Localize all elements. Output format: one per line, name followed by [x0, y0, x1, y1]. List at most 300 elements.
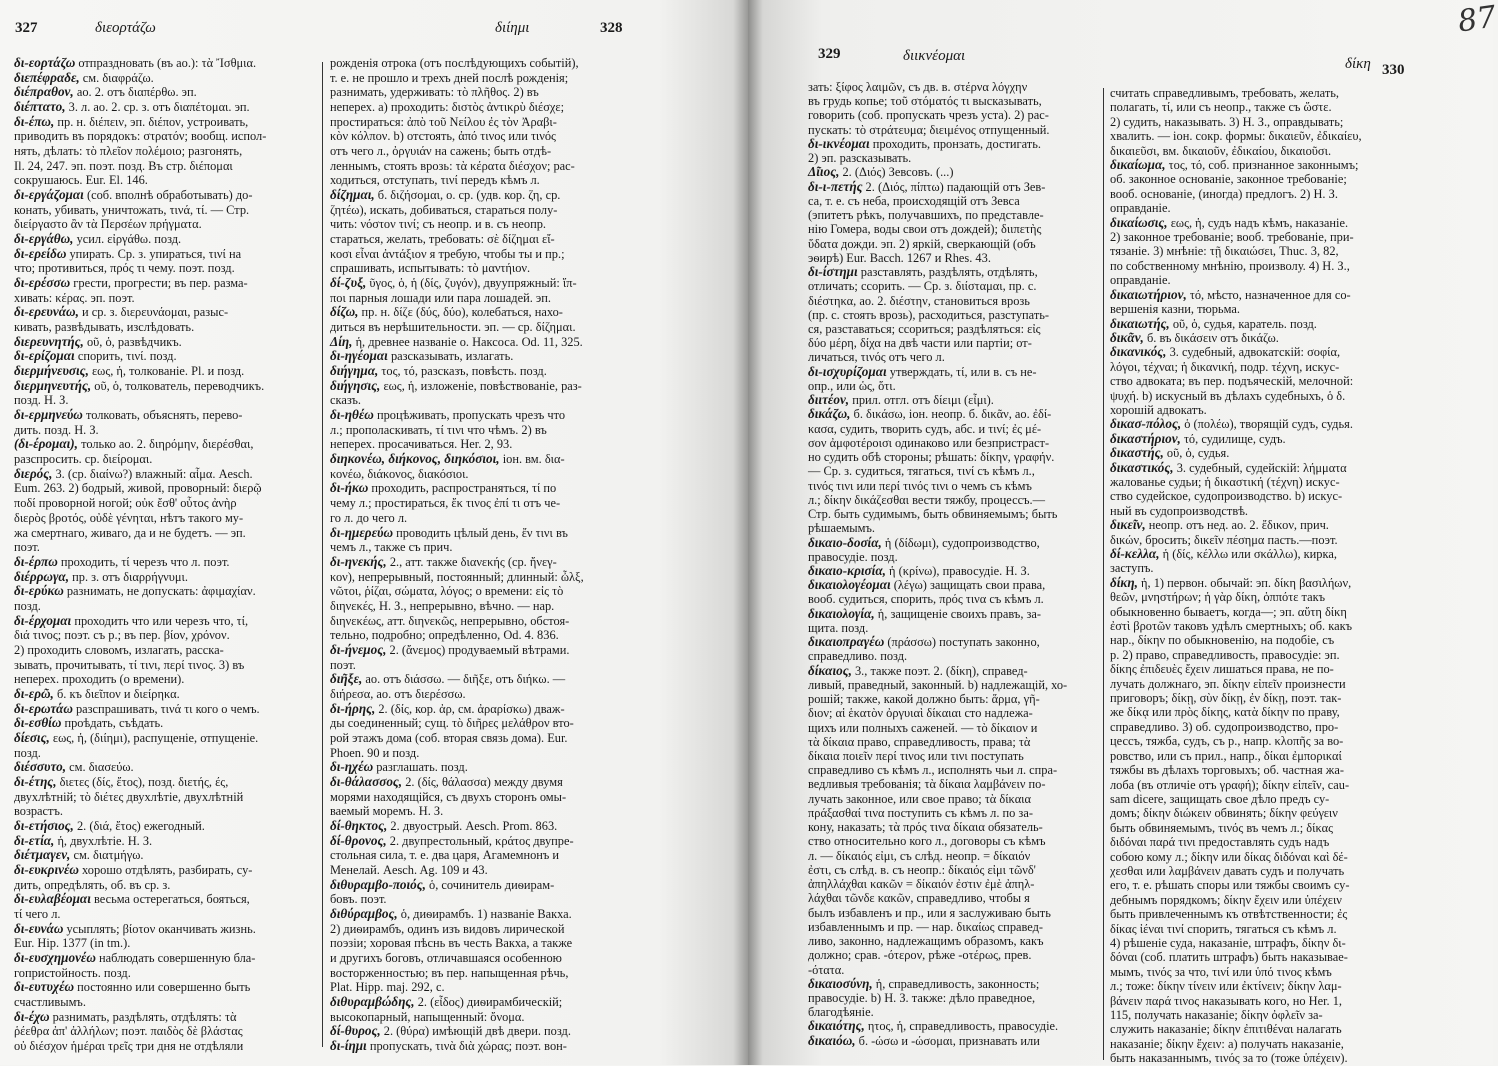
entry-line: приговоръ; δίκῃ, σὺν δίκῃ, ἐν δίκῃ, поэт. так-	[1110, 691, 1342, 706]
headword: δι-ισχυρίζομαι	[808, 363, 887, 379]
entry-line: διον; αἱ ἑκατὸν ὀργυιαὶ δίκαιαι сто надлежа-	[808, 706, 1033, 721]
entry-line: рошій; также, какой должно быть: ἅρμα, γῆ-	[808, 692, 1040, 707]
definition-text: εως, ἡ, изложеніе, повѣствованіе, раз-	[380, 378, 582, 393]
definition-text: прил. отгл. отъ δίειμι (εἶμι).	[849, 393, 994, 408]
entry-headline	[330, 555, 622, 569]
entry-headline	[808, 1034, 1101, 1048]
definition-text: грести, прогрести; въ пер. разма-	[70, 276, 248, 291]
entry-line: бовъ. поэт.	[330, 892, 387, 907]
entry-headline	[14, 614, 320, 628]
entry-line: цессъ, тяжба, судъ, съ р., напр. κλοπῆς за во-	[1110, 734, 1344, 749]
entry-line: τινός τινι или περί τινός τινι о чемъ съ кѣмъ	[808, 478, 1032, 493]
definition-text: 2. двупрестольный, κράτος двупре-	[386, 833, 574, 848]
definition-text: ὁ, сочинитель диѳирам-	[425, 877, 555, 892]
definition-text: ао. отъ διάσσω. — διῆξε, отъ διήκω. —	[362, 672, 566, 687]
entry-line: счастливымъ.	[14, 995, 86, 1009]
headword: δι-ηνεκής,	[330, 553, 387, 569]
headword: δι-εορτάζω	[14, 55, 76, 70]
headword: δικαίωμα,	[1110, 157, 1166, 173]
entry-line: δόναι (соб. платить штрафъ) быть наказывае-	[1110, 950, 1348, 965]
entry-headline	[14, 951, 320, 965]
entry-headline	[330, 1024, 622, 1038]
entry-line: поэт.	[330, 657, 356, 672]
headword: δι-ήνεμος,	[330, 641, 387, 657]
entry-line: неперех. а) проходить: διστὸς ἀντικρὺ διέσχε;	[330, 100, 565, 115]
definition-text: (соб. вполнѣ обработывать) до-	[83, 188, 253, 203]
definition-text: ἡ, защищеніе своихъ правъ, за-	[874, 606, 1042, 621]
page-number: 328	[600, 20, 623, 36]
headword: διθυραμβώδης,	[330, 994, 415, 1009]
entry-headline	[14, 188, 320, 202]
headword: δι-ευνάω	[14, 920, 64, 936]
entry-headline	[14, 702, 320, 716]
entry-line: позд.	[14, 745, 41, 760]
definition-text: οῦ, ὁ, судья, каратель. позд.	[1169, 316, 1317, 331]
entry-headline	[14, 305, 320, 319]
definition-text: 2. (ἄνεμος) продуваемый вѣтрами.	[386, 642, 570, 657]
definition-text: οῦ, ὁ, толкователь, переводчикъ.	[91, 378, 265, 393]
entry-line: Plat. Hipp. maj. 292, c.	[330, 980, 445, 995]
entry-headline	[808, 407, 1101, 421]
definition-text: весьма остерегаться, бояться,	[90, 892, 250, 907]
definition-text: б. въ δικάσειν отъ δικάζω.	[1143, 330, 1279, 345]
entry-line: морями находящійся, съ двухъ сторонъ омы-	[330, 789, 567, 804]
entry-line: 2) проходить словомъ, излагать, расска-	[14, 642, 224, 657]
entry-line: ἀπηλλάχθαι κακῶν = δίκαιόν ἐστιν ἐμὲ ἀπηλ-	[808, 877, 1035, 892]
entry-line: вооб. судиться, спорить, πρός τινα съ кѣмъ л.	[808, 592, 1044, 607]
entry-line: хвалить. — іон. сокр. формы: δικαιεῦν, ἐδικαίευ,	[1110, 129, 1362, 144]
headword: δι-ημερεύω	[330, 524, 393, 540]
headword: δι-ερευνάω,	[14, 304, 79, 320]
entry-line: наказаніе; δίκην ἔχειν: a) получать наказаніе,	[1110, 1036, 1344, 1051]
entry-headline	[14, 85, 320, 99]
entry-line: чить: νόστον τινί; съ неопр. и в. съ неопр.	[330, 217, 546, 232]
definition-text: εως, ἡ, судъ надъ кѣмъ, наказаніе.	[1167, 215, 1349, 230]
entry-line: 4) рѣшеніе суда, наказаніе, штрафъ, δίκην δι-	[1110, 935, 1346, 950]
entry-headline	[14, 364, 320, 378]
headword: (δι-έρομαι),	[14, 436, 78, 452]
entry-line: сказъ.	[330, 393, 362, 408]
headword: δι-ερείδω	[14, 245, 67, 261]
entry-line: позд. Н. З.	[14, 393, 69, 408]
entry-headline	[808, 664, 1101, 678]
entry-line: ровство, или съ прил., напр., δίκαι ἐμπορικαί	[1110, 748, 1342, 763]
entry-line: справедливо. позд.	[808, 649, 908, 664]
headword: διέπραθον,	[14, 84, 74, 100]
entry-line: чему л.; простираться, ἔκ τινος ἐπί τι отъ че-	[330, 496, 561, 511]
definition-text: проводить цѣлый день, ἔν τινι въ	[393, 525, 568, 540]
entry-line: τὰ δίκαια право, справедливость, права; τὰ	[808, 734, 1031, 749]
entry-line: πράξασθαί τινα поступить съ кѣмъ л. по за-	[808, 805, 1033, 820]
running-head: διικνέομαι	[903, 48, 966, 64]
headword: δι-εργάζομαι	[14, 187, 84, 203]
dictionary-column	[1110, 86, 1402, 1066]
entry-line: простираться: ἀπὸ τοῦ Νείλου ἐς τὸν Ἀραβι-	[330, 114, 557, 129]
entry-line: разнимать, удерживать: τὸ πλῆθος. 2) въ	[330, 85, 539, 100]
headword: δι-ευκρινέω	[14, 861, 79, 877]
entry-line: тяжбы въ дѣлахъ торговыхъ; об. частная жа-	[1110, 763, 1344, 778]
entry-headline	[14, 555, 320, 569]
entry-line: κον), непрерывный, постоянный; длинный: ὦλξ,	[330, 569, 584, 584]
entry-line: былъ избавленъ и пр., или я заслуживаю быть	[808, 905, 1051, 920]
entry-headline	[14, 349, 320, 363]
entry-line: гопристойность. позд.	[14, 965, 131, 980]
definition-text: 2. (διά, ἔτος) ежегодный.	[73, 818, 205, 833]
dictionary-column	[808, 80, 1101, 1048]
entry-line: быть обвиняемымъ, τινός въ чемъ л.; δίκας	[1110, 820, 1333, 835]
entry-headline	[14, 731, 320, 745]
entry-headline	[330, 643, 622, 657]
entry-line: л. — δίκαιός εἰμι, съ слѣд. неопр. = δίκαιόν	[808, 848, 1031, 863]
entry-line: отъ чего л., ὀργυιάν на сажень; быть отдѣ-	[330, 144, 552, 159]
definition-text: ἡ (δίδωμι), судопроизводство,	[881, 535, 1040, 550]
entry-line: высокопарный, напыщенный: ὄνομα.	[330, 1009, 525, 1024]
headword: δι-ερέσσω	[14, 275, 71, 291]
headword: δι-ερμηνεύω	[14, 407, 83, 423]
entry-line: диться въ нерѣшительности. эп. — ср. δίζημαι.	[330, 320, 576, 335]
definition-text: разсказывать, излагать.	[387, 349, 514, 364]
definition-text: только ао. 2. διηρόμην, διερέσθαι,	[77, 437, 254, 452]
entry-line: кивать, развѣдывать, изслѣдовать.	[14, 320, 195, 335]
entry-line: правосудіе. позд.	[808, 549, 898, 564]
definition-text: ἡ, двухлѣтіе. Н. З.	[54, 833, 153, 848]
entry-headline	[14, 819, 320, 833]
entry-headline	[330, 188, 622, 202]
entry-line: рѣшаемымъ.	[808, 521, 875, 536]
definition-text: усыплять; βίοτον оканчивать жизнь.	[63, 921, 256, 936]
entry-line: т. е. не прошло и трехъ дней послѣ рожденія;	[330, 70, 569, 85]
definition-text: см. διατμήγω.	[70, 848, 144, 863]
entry-line: кону, наказать; τὰ πρός τινα δίκαια обязатель-	[808, 820, 1043, 835]
entry-headline	[14, 71, 320, 85]
entry-line: стольная сила, т. е. два царя, Агамемнонъ и	[330, 848, 560, 863]
entry-headline	[1110, 345, 1402, 359]
entry-headline	[14, 892, 320, 906]
entry-headline	[808, 1019, 1101, 1033]
entry-headline	[330, 335, 622, 349]
entry-line: δικαιεῦσι, вм. δικαιοῦν, ἐδικαίου, δικαιοῦσι.	[1110, 143, 1332, 158]
headword: διέσσυτο,	[14, 759, 67, 775]
definition-text: ἡ, 1) первон. обычай: эп. δίκη βασιλήων,	[1137, 575, 1352, 590]
headword: δι-ευσχημονέω	[14, 949, 96, 965]
headword: δι-έρπω	[14, 553, 58, 569]
entry-line: 2) законное требованіе; вооб. требованіе, при-	[1110, 230, 1354, 245]
definition-text: пропускать, τινὰ διὰ χώρας; поэт. вон-	[366, 1039, 567, 1054]
entry-headline	[330, 907, 622, 921]
entry-headline	[330, 408, 622, 422]
entry-line: приводить въ порядокъ: στρατόν; вообщ. испол-	[14, 129, 267, 144]
entry-headline	[1110, 317, 1402, 331]
definition-text: пр. з. отъ διαρρήγνυμι.	[69, 569, 188, 584]
headword: διθυραμβο-ποιός,	[330, 876, 426, 892]
definition-text: процѣживать, пропускать чрезъ что	[373, 408, 566, 423]
entry-headline	[808, 977, 1101, 991]
entry-headline	[1110, 518, 1402, 532]
entry-line: ποι парныя лошади или пара лошадей. эп.	[330, 290, 551, 305]
definition-text: ῦγος, ὁ, ἡ (δίς, ζυγόν), двуупряжный: ἵπ-	[366, 276, 577, 291]
entry-headline	[1110, 432, 1402, 446]
entry-line: δίκαια ποιεῖν περί τινος или τινι поступать	[808, 749, 1024, 764]
entry-line: личаться, τινός отъ чего л.	[808, 350, 945, 365]
entry-line: λόγοι, τέχναι; ἡ δικανική, подр. τέχνη, искус-	[1110, 359, 1340, 374]
entry-line: го л. до чего л.	[330, 510, 408, 525]
entry-line: эѳирѣ) Eur. Bacch. 1267 и Rhes. 43.	[808, 250, 991, 265]
entry-headline	[14, 247, 320, 261]
definition-text: 2. (Διός, πίπτω) падающій отъ Зев-	[862, 179, 1046, 194]
entry-headline	[808, 578, 1101, 592]
entry-headline	[1110, 288, 1402, 302]
entry-headline	[14, 115, 320, 129]
entry-line: жалованье судьи; ἡ δικαστική (τέχνη) искус-	[1110, 474, 1340, 489]
entry-line: Eur. Hip. 1377 (in tm.).	[14, 936, 131, 951]
definition-text: б. διζήσομαι, о. ср. (удв. кор. ζη, ср.	[374, 188, 561, 203]
entry-headline	[330, 481, 622, 495]
headword: Δῖιος,	[808, 164, 840, 180]
entry-line: пускать: τὸ στράτευμα; διειμένος отпущенный.	[808, 122, 1050, 137]
entry-headline	[330, 702, 622, 716]
headword: δι-ευλαβέομαι	[14, 891, 91, 907]
definition-text: см. διασεύω.	[66, 760, 134, 775]
handwritten-folio-mark: 87	[1455, 0, 1498, 40]
entry-headline	[330, 364, 622, 378]
entry-headline	[330, 1039, 622, 1053]
entry-headline	[330, 672, 622, 686]
entry-headline	[808, 365, 1101, 379]
headword: δι-έχω	[14, 1008, 50, 1024]
definition-text: ητος, ἡ, справедливость, правосудіе.	[864, 1019, 1059, 1034]
headword: δικαστικός,	[1110, 459, 1174, 475]
definition-text: проѣдать, съѣдать.	[61, 716, 164, 731]
definition-text: ἡ, древнее названіе о. Наксоса. Od. 11, 325.	[352, 334, 583, 349]
definition-text: ἡ (δίς, κέλλω или σκάλλω), кирка,	[1159, 547, 1337, 561]
entry-headline	[330, 349, 622, 363]
entry-line: говорить (соб. пропускать чрезъ уста). 2) рас-	[808, 108, 1049, 123]
entry-line: ство адвоката; въ пер. подъяческій, мелочной:	[1110, 374, 1354, 389]
entry-headline	[330, 526, 622, 540]
entry-line: Il. 24, 247. эп. поэт. позд. Въ стр. διέπομαι	[14, 158, 233, 173]
headword: δι-θάλασσος,	[330, 773, 403, 789]
entry-line: ство относительно кого л., договоры съ кѣмъ	[808, 834, 1046, 849]
entry-line: жа смертнаго, живаго, да и не будетъ. — эп.	[14, 525, 246, 540]
entry-line: θεῶν, μνηστήρων; ἡ γὰρ δίκη, ὁππότε такъ	[1110, 590, 1326, 605]
entry-headline	[14, 408, 320, 422]
definition-text: б. къ διεῖπον и διείρηκα.	[53, 686, 180, 701]
headword: Δίη,	[330, 333, 353, 349]
headword: δικαιο-κρισία,	[808, 562, 886, 578]
entry-line: лоба (въ отличіе отъ γραφή); δίκην εἰπεῖν, cau-	[1110, 777, 1350, 792]
headword: δικαιωτής,	[1110, 315, 1170, 331]
definition-text: б. δικάσω, іон. неопр. б. δικᾶν, ао. ἐδί-	[850, 407, 1052, 422]
headword: δι-ήρης,	[330, 700, 376, 716]
headword: δικαίωσις,	[1110, 214, 1168, 230]
entry-line: ἐστι, съ слѣд. в. съ неопр.: δίκαιός εἰμι τῶνδ'	[808, 862, 1036, 877]
entry-line: поэт.	[14, 540, 40, 555]
entry-line: зывать, прочитывать, τί τινι, περί τινος. 3) въ	[14, 657, 245, 672]
entry-headline	[14, 584, 320, 598]
entry-line: восторженностью; въ пер. напыщенная рѣчь,	[330, 965, 569, 980]
entry-headline	[330, 760, 622, 774]
entry-line: σον ἀμφοτέροισι одинаково или безпристраст-	[808, 435, 1050, 450]
entry-line: собою кому л.; δίκην или δίκας διδόναι καὶ δέ-	[1110, 849, 1348, 864]
entry-headline	[1110, 576, 1402, 590]
headword: δι-ετήσιος,	[14, 817, 74, 833]
entry-line: дить. позд. Н. З.	[14, 422, 99, 437]
headword: δίεσις,	[14, 729, 50, 745]
entry-line: νῶτοι, ῥίζαι, σώματα, λόγος; о времени: εἰς τὸ	[330, 584, 564, 599]
entry-headline	[1110, 216, 1402, 230]
entry-line: и другихъ боговъ, отличавшаяся особенною	[330, 950, 562, 965]
entry-line: οὐ διέσχον ἡμέραι τρεῖς три дня не отдѣляли	[14, 1039, 244, 1054]
headword: δι-εσθίω	[14, 715, 62, 731]
entry-headline	[14, 100, 320, 114]
entry-headline	[330, 305, 622, 319]
entry-line: κὸν κόλπον. b) отстоять, ἀπό τινος или τινός	[330, 129, 556, 144]
headword: δίζω,	[330, 304, 359, 320]
entry-headline	[330, 995, 622, 1009]
entry-line: конать, убивать, уничтожать, τινά, τί. — Стр.	[14, 202, 250, 217]
definition-text: іон. вм. δια-	[499, 452, 565, 467]
entry-headline	[808, 180, 1101, 194]
headword: δί-θυρος,	[330, 1023, 381, 1039]
headword: δικαιόω,	[808, 1032, 856, 1048]
entry-line: стараться, желать, требовать: σὲ δίζημαι εἴ-	[330, 232, 555, 247]
entry-line: διέστηκα, ао. 2. διέστην, становиться врозь	[808, 293, 1030, 308]
entry-line: тельно, подробно; опредѣленно, Od. 4. 836.	[330, 628, 559, 643]
definition-text: разнимать, не допускать: ἀφιμαχίαν.	[63, 584, 256, 599]
headword: διθύραμβος,	[330, 905, 398, 921]
headword: διερμήνευσις,	[14, 363, 89, 379]
entry-line: διδόναι παρά τινι предоставлять судъ надъ	[1110, 835, 1330, 850]
definition-text: τος, τό, соб. признанное законнымъ;	[1165, 158, 1359, 173]
headword: δι-εργάθω,	[14, 231, 74, 247]
entry-line: неперех. проходить (о времени).	[14, 672, 185, 687]
definition-text: εως, ἡ, (διίημι), распущеніе, отпущеніе.	[49, 730, 259, 745]
headword: δίζημαι,	[330, 187, 375, 203]
entry-headline	[808, 607, 1101, 621]
definition-text: проходить, τί черезъ что л. поэт.	[57, 554, 230, 569]
entry-line: διήρεσα, ао. отъ διερέσσω.	[330, 686, 466, 701]
definition-text: διετες (δίς, ἔτος), позд. διετής, ές,	[56, 774, 229, 789]
entry-headline	[808, 635, 1101, 649]
headword: διῆξε,	[330, 671, 363, 687]
entry-headline	[14, 716, 320, 730]
definition-text: (πράσσω) поступать законно,	[884, 635, 1040, 650]
entry-line: вооб. основаніе, (иногда) предлогъ. 2) Н. З.	[1110, 186, 1338, 201]
headword: δι-ίστημι	[808, 264, 858, 280]
headword: δικεῖν,	[1110, 517, 1146, 533]
headword: δικαιοσύνη,	[808, 975, 873, 991]
entry-line: нять, дѣлать: τὸ πλεῖον πολέμοιο; разгонять,	[14, 144, 243, 159]
entry-line: δύο μέρη, δίχα на двѣ части или партіи; от-	[808, 336, 1032, 351]
definition-text: ἡ (κρίνω), правосудіе. Н. З.	[885, 563, 1030, 578]
entry-line: быть наказаннымъ, τινός за то (тоже ὑπέχειν).	[1110, 1051, 1348, 1066]
entry-line: л.; δίκην δικάζεσθαι вести тяжбу, процессъ.—	[808, 492, 1045, 507]
headword: δικαιότης,	[808, 1018, 865, 1034]
running-head: διίημι	[495, 20, 530, 36]
entry-line: sam dicere, защищать свое дѣло предъ су-	[1110, 791, 1330, 806]
entry-line: по собственному мнѣнію, произволу. 4) Н. З.,	[1110, 258, 1350, 273]
definition-text: проходить, распространяться, τί по	[368, 481, 557, 496]
definition-text: οῦ, ὁ, судья.	[1163, 446, 1230, 461]
entry-line: ходиться, отступать, τινί передъ кѣмъ л.	[330, 173, 540, 188]
definition-text: 3. л. ао. 2. ср. з. отъ διαπέτομαι. эп.	[65, 100, 250, 115]
entry-line: δίκας ἰέναι τινί спорить, тягаться съ кѣмъ л.	[1110, 921, 1337, 936]
definition-text: 2. (Διός) Зевсовъ. (...)	[839, 165, 954, 180]
headword: δι-ερύκω	[14, 583, 64, 599]
entry-line: δικών, бросить; δικεῖν πέσημα пасть.—поэт.	[1110, 532, 1338, 547]
entry-line: вершенія казни, тюрьма.	[1110, 302, 1240, 317]
definition-text: 2. (εἶδος) диѳирамбическій;	[414, 995, 563, 1009]
headword: δι-ικνέομαι	[808, 135, 870, 151]
definition-text: упирать. Ср. з. упираться, τινί на	[66, 246, 242, 261]
entry-headline	[14, 848, 320, 862]
entry-headline	[14, 232, 320, 246]
headword: δικᾶν,	[1110, 329, 1144, 345]
entry-line: должно; срав. -ότερον, рѣже -οτέρως, прев.	[808, 948, 1032, 963]
entry-headline	[1110, 158, 1402, 172]
running-head: δίκη	[1345, 56, 1371, 72]
entry-line: лучать законное, или свое право; τὰ δίκαια	[808, 791, 1032, 806]
entry-line: 115, получать наказаніе; δίκην ὀφλεῖν за-	[1110, 1008, 1323, 1022]
entry-line: διηνεκές, Н. З., непрерывно, вѣчно. — нар.	[330, 598, 555, 613]
headword: δί-θηκτος,	[330, 817, 388, 833]
entry-line: дить, опредѣлять, об. въ ср. з.	[14, 877, 171, 892]
definition-text: хорошо отдѣлять, разбирать, су-	[78, 862, 253, 877]
entry-line: р. 2) право, справедливость, правосудіе: эп.	[1110, 647, 1340, 662]
definition-text: 2. (θύρα) имѣющій двѣ двери. позд.	[380, 1024, 571, 1039]
definition-text: 2., атт. также διανεκής (ср. ἤνεγ-	[386, 554, 557, 569]
entry-line: κοσι εἶναι ἀντάξιον я требую, чтобы ты и пр.;	[330, 246, 565, 261]
entry-line: ποδί проворной ногой; οὐκ ἔσθ' οὗτος ἀνὴρ	[14, 496, 237, 511]
entry-headline	[14, 980, 320, 994]
entry-headline	[330, 819, 622, 833]
entry-line: χεσθαι или λαμβάνειν давать судъ и получать	[1110, 863, 1345, 878]
entry-line: хивать: κέρας. эп. поэт.	[14, 290, 135, 305]
headword: δί-θρονος,	[330, 832, 387, 848]
definition-text: б. -ώσω и -ώσομαι, признавать или	[855, 1033, 1040, 1048]
definition-text: см. διαφράζω.	[79, 70, 154, 85]
definition-text: усил. εἰργάθω. позд.	[73, 232, 182, 247]
entry-headline	[1110, 331, 1402, 345]
entry-headline	[14, 775, 320, 789]
definition-text: и ср. з. διερευνάομαι, разыс-	[78, 305, 229, 320]
entry-line: нар., δίκην по обыкновенію, на подобіе, съ	[1110, 633, 1335, 648]
entry-line: (пр. с. стоять врозь), расходиться, разступать-	[808, 307, 1050, 322]
entry-headline	[14, 467, 320, 481]
entry-line: рожденія отрока (отъ послѣдующихъ событій),	[330, 56, 579, 70]
headword: διήγημα,	[330, 363, 379, 379]
entry-headline	[330, 834, 622, 848]
entry-line: ливо, законно, надлежащимъ образомъ, какъ	[808, 934, 1044, 949]
headword: δί-ζυξ,	[330, 275, 367, 291]
entry-line: въ грудь копье; τοῦ στόματός τι высказывать,	[808, 94, 1042, 109]
headword: δι-ι-πετής	[808, 178, 863, 194]
headword: δι-έπω,	[14, 113, 55, 129]
entry-line: полагать, τί, или съ неопр., также съ ὥστε.	[1110, 100, 1332, 115]
entry-line: λάχθαι τῶνδε κακῶν, справедливо, чтобы я	[808, 891, 1030, 906]
entry-line: ὕδατα дожди. эп. 2) яркій, сверкающій (объ	[808, 236, 1036, 251]
definition-text: τος, τό, разсказъ, повѣсть. позд.	[378, 364, 547, 379]
entry-line: позд.	[14, 598, 41, 613]
entry-line: дебнымъ порядкомъ; δίκην ἔχειν или ὑπέχειν	[1110, 892, 1342, 907]
headword: διέρρωγα,	[14, 568, 70, 584]
entry-line: что; противиться, πρός τι чему. поэт. позд.	[14, 261, 235, 276]
definition-text: εως, ἡ, толкованіе. Pl. и позд.	[88, 364, 245, 379]
headword: δίκαιος,	[808, 662, 852, 678]
headword: δικανικός,	[1110, 344, 1167, 360]
definition-text: 3. (ср. διαίνω?) влажный: αἷμα. Aesch.	[52, 466, 253, 481]
definition-text: проходить, пронзать, достигать.	[869, 136, 1041, 151]
